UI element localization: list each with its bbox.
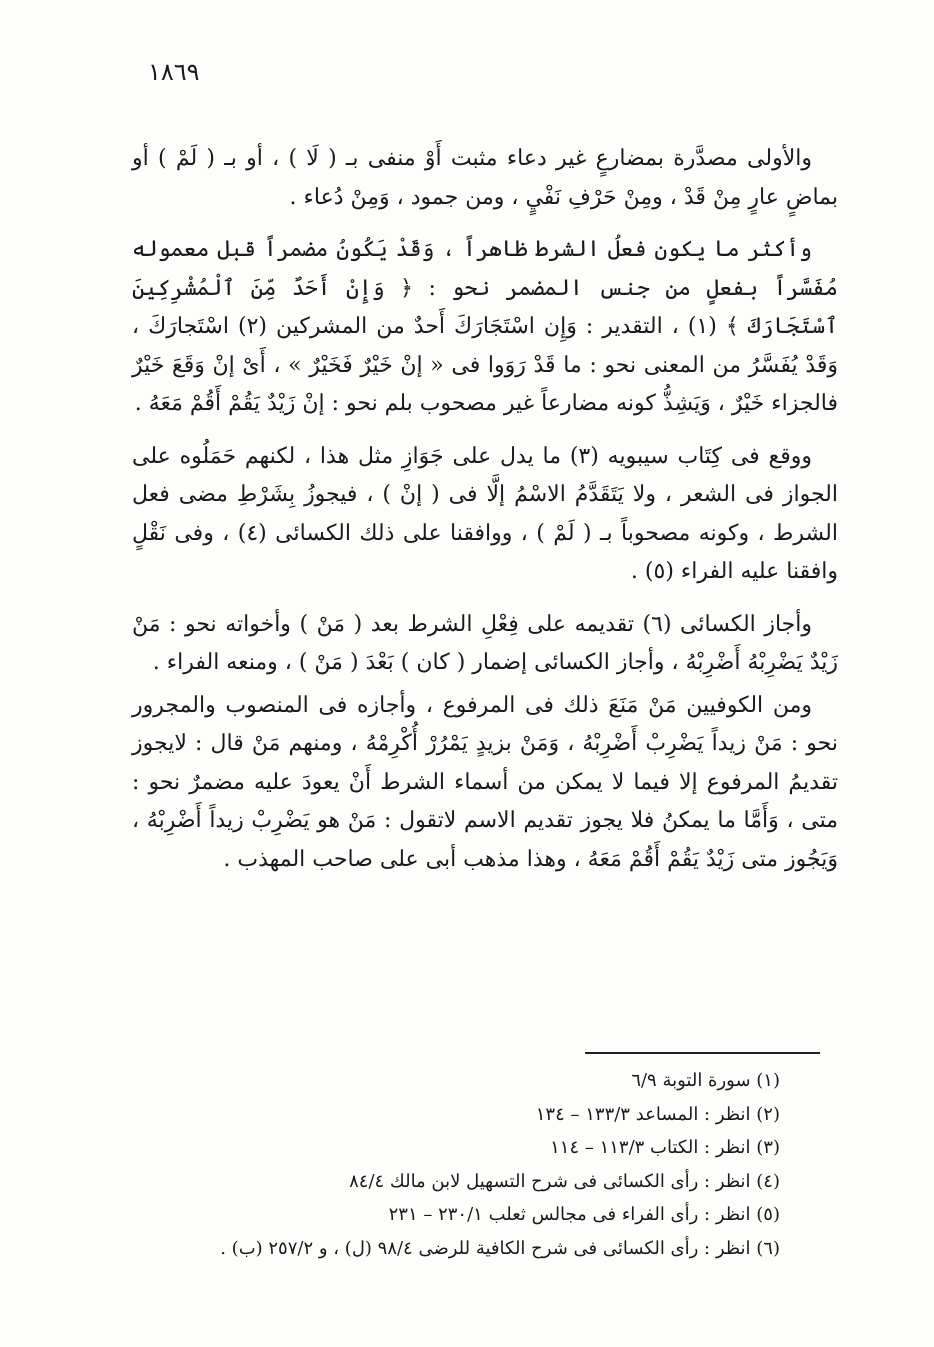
footnote-separator bbox=[585, 1052, 820, 1054]
paragraph-3: ووقع فى كِتَاب سيبويه (٣) ما يدل على جَوَازِ مثل هذا ، لكنهم حَمَلُوه على الجواز فى الشعر ، ولا يَتَقَدَّمُ الاسْمُ إلَّا فى ( إنْ ) ، فيجوزُ بِشَرْطِ مضى فعل الشرط ، وكونه مصحوباً بـ ( لَمْ ) ، ووافقنا على ذلك الكسائى (٤) ، وفى نَقْلٍ وافقنا عليه الفراء (٥) . bbox=[132, 443, 838, 584]
main-text bbox=[132, 140, 838, 893]
paragraph-4: وأجاز الكسائى (٦) تقديمه على فِعْلِ الشرط بعد ( مَنْ ) وأخواته نحو : مَنْ زَيْدٌ يَضْرِبْهُ أَضْرِبْهُ ، وأجاز الكسائى إضمار ( كان ) بَعْدَ ( مَنْ ) ، ومنعه الفراء . bbox=[132, 611, 838, 675]
footnote-2: (٢) انظر : المساعد ١٣٣/٣ – ١٣٤ bbox=[535, 1103, 780, 1125]
footnote-3: (٣) انظر : الكتاب ١١٣/٣ – ١١٤ bbox=[550, 1137, 780, 1158]
paragraph-5: ومن الكوفيين مَنْ مَنَعَ ذلك فى المرفوع ، وأجازه فى المنصوب والمجرور نحو : مَنْ زيداً يَضْرِبْ أَضْرِبْهُ ، وَمَنْ بزيدٍ يَمْرُرْ أُكْرِمْهُ ، ومنهم مَنْ قال : لايجوز تقديمُ المرفوع إلا فيما لا يمكن من أسماء الشرط أَنْ يعودَ عليه مضمرٌ نحو : متى ، وَأَمَّا ما يمكنُ فلا يجوز تقديم الاسم لاتقول : مَنْ هو يَضْرِبْ زيداً أَضْرِبْهُ ، وَيَجُوز متى زَيْدٌ يَقُمْ أَقُمْ مَعَهُ ، وهذا مذهب أبى على صاحب المهذب . bbox=[132, 692, 838, 872]
footnote-5: (٥) انظر : رأى الفراء فى مجالس ثعلب ٢٣٠/١ – ٢٣١ bbox=[388, 1204, 780, 1225]
footnote-6: (٦) انظر : رأى الكسائى فى شرح الكافية للرضى ٩٨/٤ (ل) ، و ٢٥٧/٢ (ب) . bbox=[220, 1237, 780, 1259]
paragraph-2: وأكثر ما يكون فعلُ الشرط ظاهراً ، وَقَدْ يَكُونُ مضمراً قبل معموله مُفَسَّراً بفعلٍ من جنس المضمر نحو : ﴿ وَإِنْ أَحَدٌ مِّنَ ٱلْمُشْرِكِينَ ٱسْتَجَارَكَ ﴾ (١) ، التقدير : وَإِن اسْتَجَارَكَ أَحدٌ من المشركين (٢) اسْتَجارَكَ ، وَقَدْ يُفَسَّرُ من المعنى نحو : ما قَدْ رَوَوا فى « إنْ خَيْرٌ فَخَيْرٌ » ، أَىْ إنْ وَقَعَ خَيْرٌ فالجزاء خَيْرٌ ، وَيَشِذُّ كونه مضارعاً غير مصحوب بلم نحو : إنْ زَيْدٌ يَقُمْ أَقُمْ مَعَهُ . bbox=[132, 237, 839, 416]
paragraph-1: والأولى مصدَّرة بمضارعٍ غير دعاء مثبت أَوْ منفى بـ ( لَا ) ، أو بـ ( لَمْ ) أو بماضٍ عارٍ مِنْ قَدْ ، ومِنْ حَرْفِ نَفْيٍ ، ومن جمود ، وَمِنْ دُعاء . bbox=[132, 146, 838, 210]
footnotes bbox=[150, 1064, 780, 1265]
footnote-4: (٤) انظر : رأى الكسائى فى شرح التسهيل لابن مالك ٨٤/٤ bbox=[349, 1170, 780, 1192]
page-number: ١٨٦٩ bbox=[148, 58, 200, 86]
footnote-1: (١) سورة التوبة ٦/٩ bbox=[631, 1070, 780, 1091]
